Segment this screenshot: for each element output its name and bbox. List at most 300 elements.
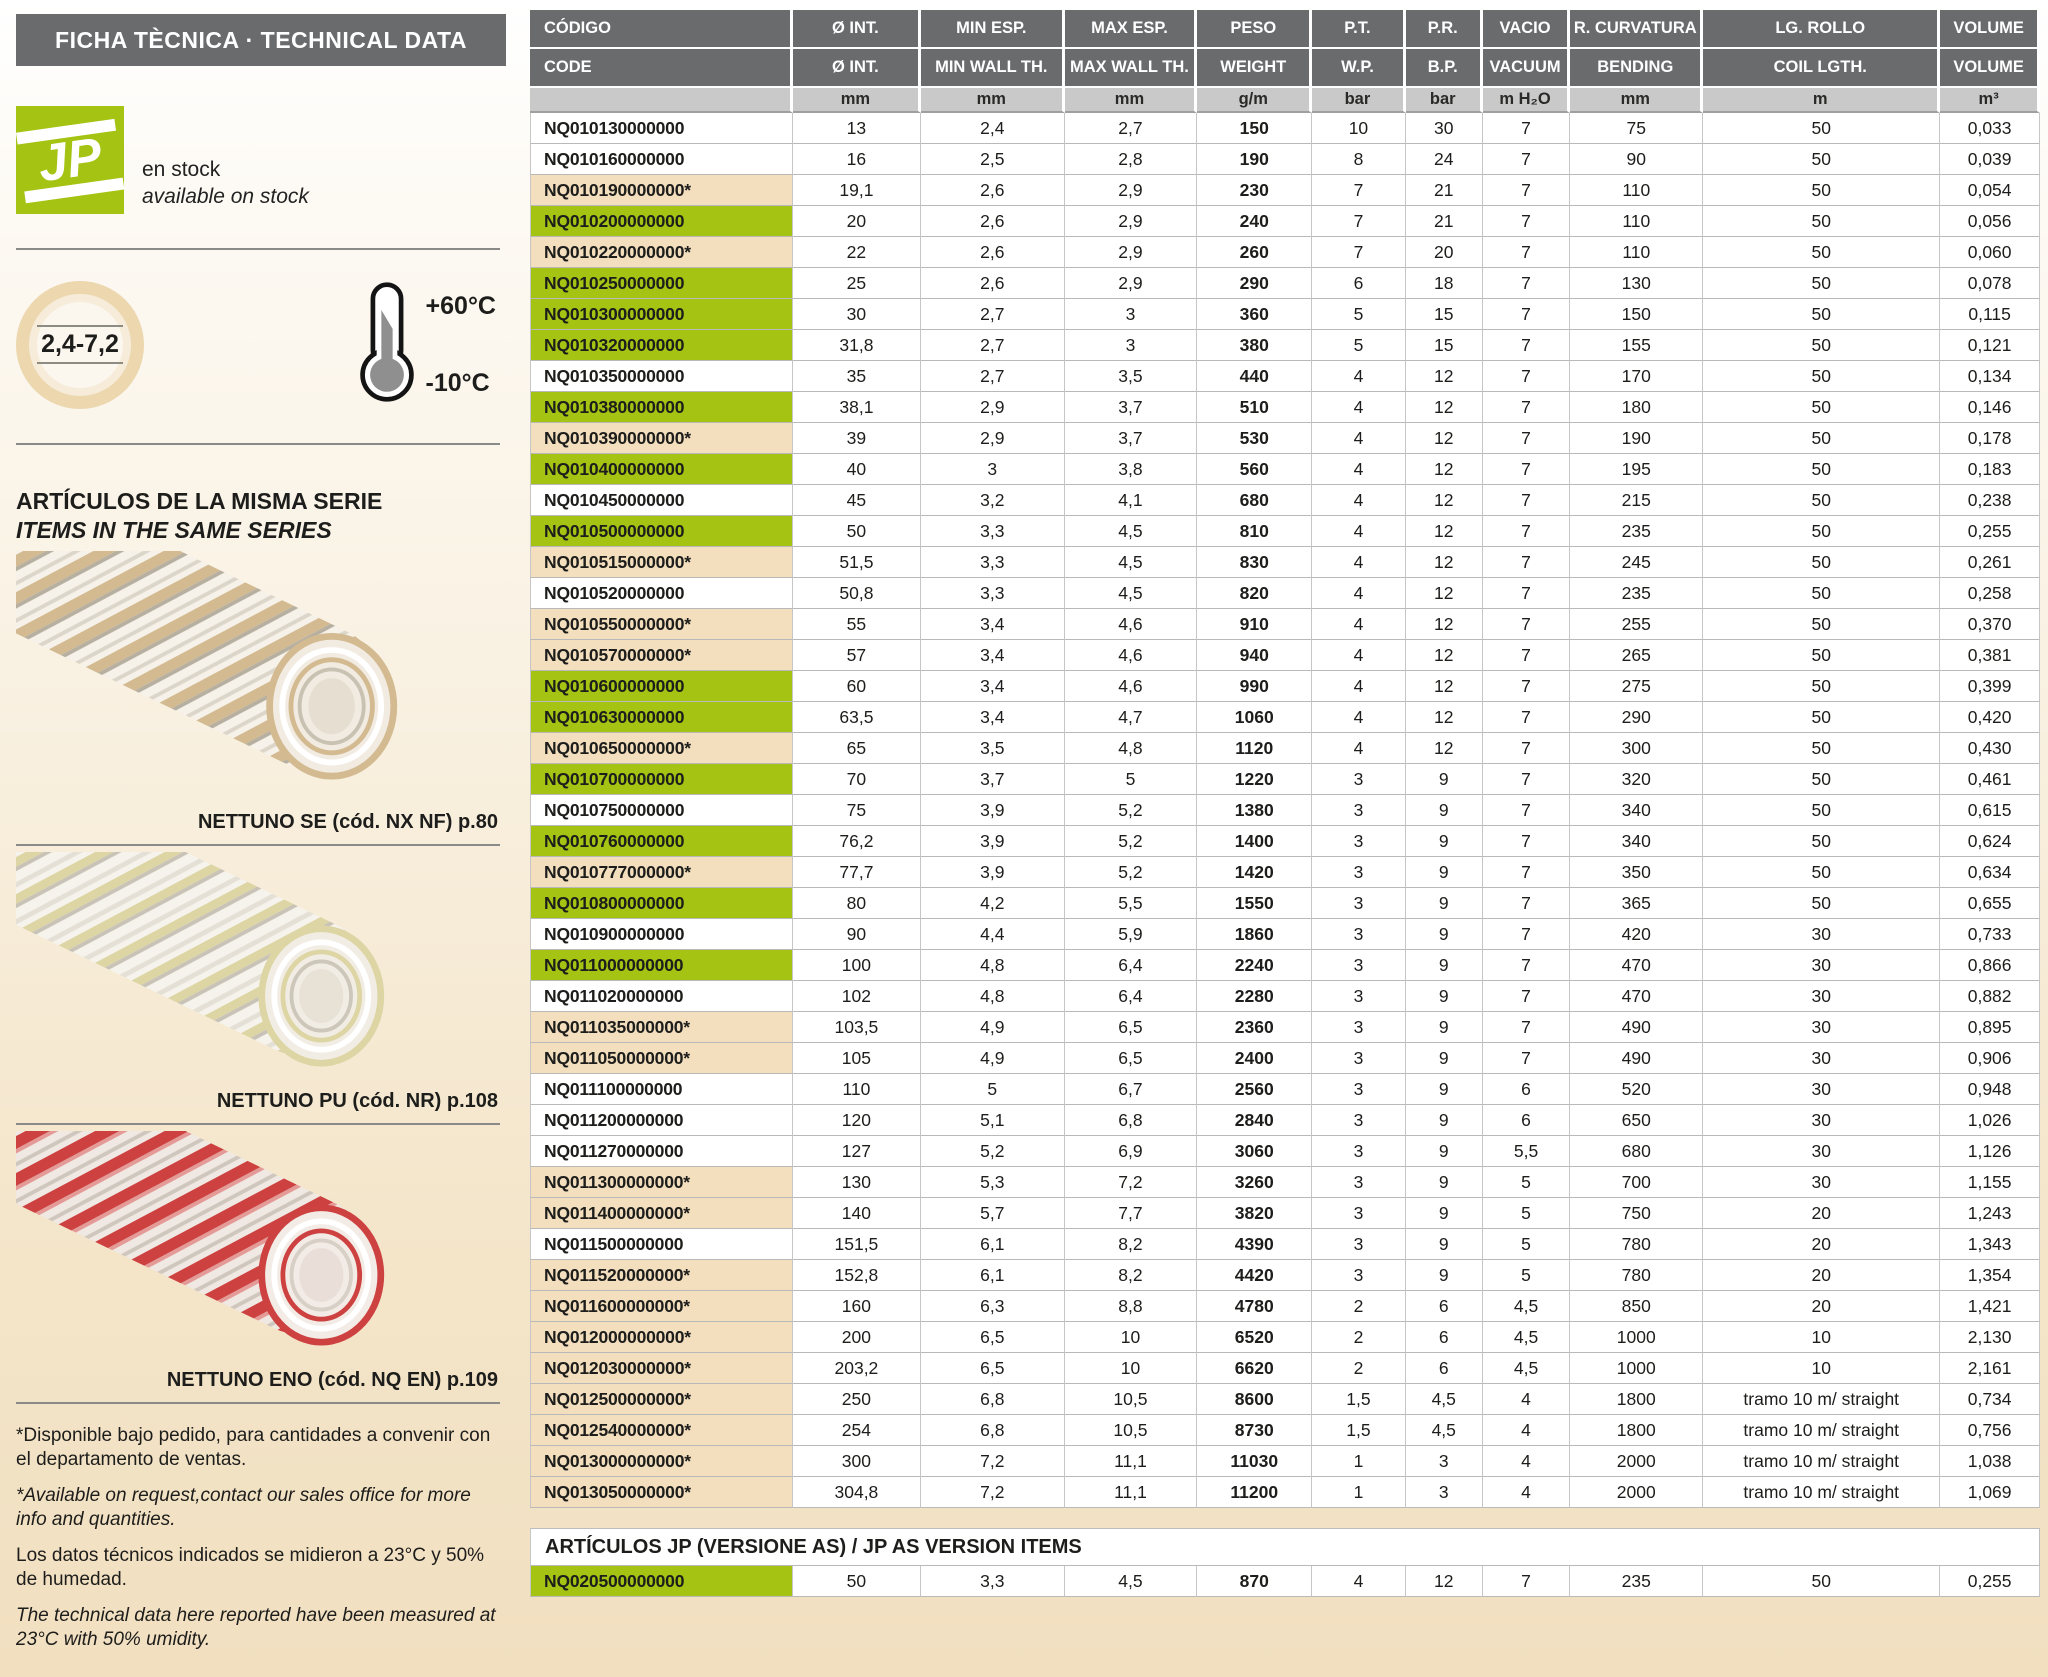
value-cell: 0,420 [1940,702,2040,733]
value-cell: 4,5 [1065,516,1198,547]
value-cell: 9 [1406,795,1483,826]
value-cell: 2,130 [1940,1322,2040,1353]
table-row [530,1167,2040,1198]
value-cell: 6,7 [1065,1074,1198,1105]
value-cell: 7,2 [921,1446,1064,1477]
value-cell: 9 [1406,1105,1483,1136]
value-cell: 12 [1406,733,1483,764]
table-row [530,981,2040,1012]
value-cell: 50,8 [793,578,921,609]
hose-caption: NETTUNO SE (cód. NX NF) p.80 [197,811,498,833]
col-header-es: Ø INT. [793,10,921,49]
value-cell: 830 [1197,547,1312,578]
value-cell: 30 [1703,1074,1940,1105]
code-cell: NQ010200000000 [530,206,793,237]
table-row [530,423,2040,454]
value-cell: 1060 [1197,702,1312,733]
col-header-en: WEIGHT [1197,49,1312,88]
value-cell: 300 [793,1446,921,1477]
code-cell: NQ011100000000 [530,1074,793,1105]
divider [16,844,500,846]
value-cell: 12 [1406,361,1483,392]
value-cell: tramo 10 m/ straight [1703,1446,1940,1477]
value-cell: 10 [1065,1353,1198,1384]
col-header-es: CÓDIGO [530,10,793,49]
value-cell: 35 [793,361,921,392]
value-cell: 63,5 [793,702,921,733]
table-row [530,919,2040,950]
value-cell: 0,033 [1940,113,2040,144]
code-cell: NQ010550000000* [530,609,793,640]
value-cell: 6,1 [921,1260,1064,1291]
value-cell: 110 [1570,175,1703,206]
value-cell: 12 [1406,485,1483,516]
table-row [530,1105,2040,1136]
value-cell: 2,9 [921,392,1064,423]
value-cell: 0,115 [1940,299,2040,330]
value-cell: 10,5 [1065,1415,1198,1446]
value-cell: 6,8 [921,1415,1064,1446]
value-cell: 60 [793,671,921,702]
code-cell: NQ010800000000 [530,888,793,919]
value-cell: 7 [1483,702,1571,733]
value-cell: 4,9 [921,1043,1064,1074]
value-cell: 5 [1483,1167,1571,1198]
table-row [530,237,2040,268]
value-cell: 380 [1197,330,1312,361]
code-cell: NQ012030000000* [530,1353,793,1384]
col-unit: bar [1406,88,1483,113]
value-cell: 20 [1703,1291,1940,1322]
value-cell: 3 [1406,1446,1483,1477]
col-header-es: LG. ROLLO [1703,10,1940,49]
value-cell: 9 [1406,1012,1483,1043]
value-cell: 4,5 [1483,1353,1571,1384]
value-cell: 1,5 [1312,1415,1406,1446]
value-cell: 39 [793,423,921,454]
value-cell: 50 [1703,423,1940,454]
value-cell: 50 [1703,702,1940,733]
value-cell: 150 [1570,299,1703,330]
value-cell: 10 [1703,1322,1940,1353]
value-cell: 3820 [1197,1198,1312,1229]
value-cell: 10,5 [1065,1384,1198,1415]
value-cell: 0,238 [1940,485,2040,516]
value-cell: 1,038 [1940,1446,2040,1477]
value-cell: 50 [1703,361,1940,392]
value-cell: 50 [1703,795,1940,826]
value-cell: 76,2 [793,826,921,857]
value-cell: 6,8 [921,1384,1064,1415]
table-row [530,1477,2040,1508]
value-cell: tramo 10 m/ straight [1703,1415,1940,1446]
value-cell: 50 [1703,640,1940,671]
col-unit: m H₂O [1483,88,1571,113]
value-cell: 130 [793,1167,921,1198]
value-cell: 240 [1197,206,1312,237]
table-row [530,516,2040,547]
table-row [530,640,2040,671]
value-cell: 50 [1703,671,1940,702]
spacer [530,1508,2040,1528]
value-cell: 5 [1483,1229,1571,1260]
value-cell: 50 [1703,485,1940,516]
value-cell: 1,155 [1940,1167,2040,1198]
value-cell: 4 [1312,547,1406,578]
value-cell: 2,7 [921,361,1064,392]
value-cell: 3,5 [921,733,1064,764]
value-cell: 2,6 [921,268,1064,299]
value-cell: 4420 [1197,1260,1312,1291]
value-cell: 2,8 [1065,144,1198,175]
value-cell: 31,8 [793,330,921,361]
value-cell: 1220 [1197,764,1312,795]
value-cell: 3 [1065,299,1198,330]
value-cell: 1860 [1197,919,1312,950]
code-cell: NQ010320000000 [530,330,793,361]
table-row [530,671,2040,702]
value-cell: 520 [1570,1074,1703,1105]
table-row [530,1012,2040,1043]
value-cell: 6520 [1197,1322,1312,1353]
value-cell: 5 [921,1074,1064,1105]
value-cell: 3,3 [921,578,1064,609]
value-cell: 1 [1312,1446,1406,1477]
value-cell: 510 [1197,392,1312,423]
value-cell: 24 [1406,144,1483,175]
value-cell: 2 [1312,1322,1406,1353]
value-cell: 4,4 [921,919,1064,950]
value-cell: 255 [1570,609,1703,640]
value-cell: 1,243 [1940,1198,2040,1229]
value-cell: 30 [793,299,921,330]
value-cell: 265 [1570,640,1703,671]
value-cell: 2840 [1197,1105,1312,1136]
table-row [530,113,2040,144]
value-cell: 3 [1312,1074,1406,1105]
value-cell: 50 [793,516,921,547]
code-cell: NQ012540000000* [530,1415,793,1446]
value-cell: 7 [1483,950,1571,981]
value-cell: 0,624 [1940,826,2040,857]
hose-caption: NETTUNO ENO (cód. NQ EN) p.109 [166,1369,498,1391]
value-cell: 7 [1483,330,1571,361]
value-cell: 50 [1703,299,1940,330]
value-cell: 80 [793,888,921,919]
value-cell: 4 [1312,640,1406,671]
value-cell: 2,9 [1065,175,1198,206]
table-row [530,175,2040,206]
value-cell: 3,9 [921,795,1064,826]
table-row [530,764,2040,795]
code-cell: NQ011500000000 [530,1229,793,1260]
value-cell: 420 [1570,919,1703,950]
code-cell: NQ010450000000 [530,485,793,516]
value-cell: 1 [1312,1477,1406,1508]
code-cell: NQ011000000000 [530,950,793,981]
value-cell: 7 [1483,454,1571,485]
value-cell: 7 [1483,485,1571,516]
table-row [530,1136,2040,1167]
spec-table-body [530,113,2040,1508]
value-cell: 780 [1570,1229,1703,1260]
col-header-en: COIL LGTH. [1703,49,1940,88]
code-cell: NQ010760000000 [530,826,793,857]
diameter-range-badge [16,281,144,409]
value-cell: 3,4 [921,609,1064,640]
value-cell: 1,026 [1940,1105,2040,1136]
series-heading [16,487,506,545]
value-cell: 2280 [1197,981,1312,1012]
value-cell: 0,255 [1940,516,2040,547]
value-cell: 5 [1483,1198,1571,1229]
value-cell: 3260 [1197,1167,1312,1198]
value-cell: 127 [793,1136,921,1167]
value-cell: 5,2 [921,1136,1064,1167]
value-cell: 7 [1312,175,1406,206]
value-cell: 340 [1570,795,1703,826]
value-cell: 750 [1570,1198,1703,1229]
temperature-range [354,280,496,409]
value-cell: 110 [1570,206,1703,237]
value-cell: 4 [1312,609,1406,640]
value-cell: 2000 [1570,1446,1703,1477]
value-cell: 9 [1406,857,1483,888]
value-cell: 1420 [1197,857,1312,888]
value-cell: 1000 [1570,1353,1703,1384]
code-cell: NQ010515000000* [530,547,793,578]
value-cell: 3,4 [921,640,1064,671]
col-header-es: R. CURVATURA [1570,10,1703,49]
as-version-table [530,1528,2040,1597]
value-cell: 50 [1703,144,1940,175]
value-cell: 680 [1570,1136,1703,1167]
code-cell: NQ010380000000 [530,392,793,423]
col-header-en: VOLUME [1940,49,2040,88]
code-cell: NQ010220000000* [530,237,793,268]
value-cell: 3,7 [921,764,1064,795]
value-cell: 4 [1483,1384,1571,1415]
value-cell: 4 [1312,516,1406,547]
diameter-range-value: 2,4-7,2 [37,325,123,364]
value-cell: 4 [1312,361,1406,392]
col-header-es: PESO [1197,10,1312,49]
value-cell: 65 [793,733,921,764]
value-cell: 7 [1483,1043,1571,1074]
value-cell: 7 [1483,361,1571,392]
value-cell: 50 [1703,857,1940,888]
value-cell: 7 [1483,1012,1571,1043]
jp-logo-icon [16,106,124,214]
table-row [530,1043,2040,1074]
value-cell: 3 [1312,1229,1406,1260]
value-cell: 6,3 [921,1291,1064,1322]
value-cell: 50 [1703,330,1940,361]
code-cell: NQ010160000000 [530,144,793,175]
table-row [530,330,2040,361]
value-cell: 22 [793,237,921,268]
temp-max-label: +60°C [425,291,496,320]
table-row [530,950,2040,981]
value-cell: 50 [1703,547,1940,578]
value-cell: 7 [1483,981,1571,1012]
value-cell: 7 [1483,919,1571,950]
code-cell: NQ010350000000 [530,361,793,392]
value-cell: 4,5 [1406,1384,1483,1415]
value-cell: 19,1 [793,175,921,206]
value-cell: 1800 [1570,1415,1703,1446]
value-cell: 6,5 [921,1353,1064,1384]
value-cell: 30 [1703,1105,1940,1136]
value-cell: 4,1 [1065,485,1198,516]
value-cell: 3 [1312,1167,1406,1198]
value-cell: 780 [1570,1260,1703,1291]
value-cell: 6,5 [1065,1043,1198,1074]
value-cell: 40 [793,454,921,485]
value-cell: 260 [1197,237,1312,268]
value-cell: 4,6 [1065,640,1198,671]
value-cell: 910 [1197,609,1312,640]
table-row [530,299,2040,330]
value-cell: 12 [1406,671,1483,702]
value-cell: 2,7 [1065,113,1198,144]
thermometer-icon [354,280,420,409]
value-cell: 235 [1570,1566,1703,1597]
value-cell: 7 [1483,888,1571,919]
value-cell: 235 [1570,578,1703,609]
value-cell: 7 [1483,516,1571,547]
value-cell: 18 [1406,268,1483,299]
value-cell: 4 [1312,392,1406,423]
value-cell: 30 [1703,919,1940,950]
value-cell: 5 [1483,1260,1571,1291]
value-cell: 12 [1406,609,1483,640]
footnote: *Available on request,contact our sales office for more info and quantities. [16,1485,471,1530]
value-cell: 320 [1570,764,1703,795]
value-cell: 3 [921,454,1064,485]
stock-label-en: available on stock [142,185,309,208]
value-cell: 0,258 [1940,578,2040,609]
value-cell: 340 [1570,826,1703,857]
value-cell: 245 [1570,547,1703,578]
table-row [530,485,2040,516]
col-unit: mm [1570,88,1703,113]
footnotes [16,1424,506,1652]
code-cell: NQ010190000000* [530,175,793,206]
code-cell: NQ011020000000 [530,981,793,1012]
value-cell: 110 [793,1074,921,1105]
value-cell: 470 [1570,981,1703,1012]
value-cell: 8,2 [1065,1229,1198,1260]
value-cell: 290 [1570,702,1703,733]
value-cell: 50 [1703,175,1940,206]
value-cell: 3,7 [1065,423,1198,454]
value-cell: 0,399 [1940,671,2040,702]
value-cell: 6 [1406,1322,1483,1353]
value-cell: 25 [793,268,921,299]
value-cell: 6,5 [921,1322,1064,1353]
value-cell: 50 [1703,578,1940,609]
value-cell: 2 [1312,1353,1406,1384]
value-cell: 4390 [1197,1229,1312,1260]
value-cell: 10 [1312,113,1406,144]
value-cell: tramo 10 m/ straight [1703,1477,1940,1508]
value-cell: 140 [793,1198,921,1229]
value-cell: 7 [1483,795,1571,826]
col-header-es: VOLUME [1940,10,2040,49]
value-cell: 680 [1197,485,1312,516]
col-header-en: BENDING [1570,49,1703,88]
value-cell: 1,126 [1940,1136,2040,1167]
code-cell: NQ012000000000* [530,1322,793,1353]
value-cell: 1400 [1197,826,1312,857]
value-cell: 4 [1312,485,1406,516]
value-cell: 4,8 [921,950,1064,981]
hose-caption: NETTUNO PU (cód. NR) p.108 [216,1090,498,1112]
value-cell: 102 [793,981,921,1012]
value-cell: 3 [1312,1012,1406,1043]
value-cell: 9 [1406,950,1483,981]
value-cell: 3 [1312,888,1406,919]
value-cell: 3 [1312,919,1406,950]
value-cell: 5,7 [921,1198,1064,1229]
value-cell: 2560 [1197,1074,1312,1105]
col-header-en: CODE [530,49,793,88]
value-cell: 6 [1406,1353,1483,1384]
value-cell: 530 [1197,423,1312,454]
value-cell: 4 [1483,1477,1571,1508]
table-row [530,547,2040,578]
page-title: FICHA TÈCNICA · TECHNICAL DATA [16,14,506,66]
value-cell: 870 [1197,1566,1312,1597]
value-cell: 0,183 [1940,454,2040,485]
table-row [530,1198,2040,1229]
value-cell: 9 [1406,1074,1483,1105]
value-cell: 50 [1703,764,1940,795]
value-cell: 3,8 [1065,454,1198,485]
stock-label [142,156,309,210]
value-cell: 190 [1197,144,1312,175]
value-cell: 8 [1312,144,1406,175]
value-cell: 0,054 [1940,175,2040,206]
table-area [516,0,2048,1677]
value-cell: 235 [1570,516,1703,547]
table-row [530,795,2040,826]
table-row [530,268,2040,299]
value-cell: tramo 10 m/ straight [1703,1384,1940,1415]
value-cell: 12 [1406,423,1483,454]
code-cell: NQ010600000000 [530,671,793,702]
value-cell: 820 [1197,578,1312,609]
value-cell: 700 [1570,1167,1703,1198]
code-cell: NQ010650000000* [530,733,793,764]
value-cell: 940 [1197,640,1312,671]
value-cell: 365 [1570,888,1703,919]
value-cell: 30 [1703,1043,1940,1074]
value-cell: 2,9 [921,423,1064,454]
value-cell: 0,866 [1940,950,2040,981]
col-unit: m³ [1940,88,2040,113]
value-cell: 2,7 [921,330,1064,361]
table-row [530,1446,2040,1477]
value-cell: 10 [1703,1353,1940,1384]
table-row [530,206,2040,237]
table-row [530,144,2040,175]
value-cell: 12 [1406,547,1483,578]
code-cell: NQ010390000000* [530,423,793,454]
value-cell: 2,9 [1065,237,1198,268]
table-row [530,361,2040,392]
